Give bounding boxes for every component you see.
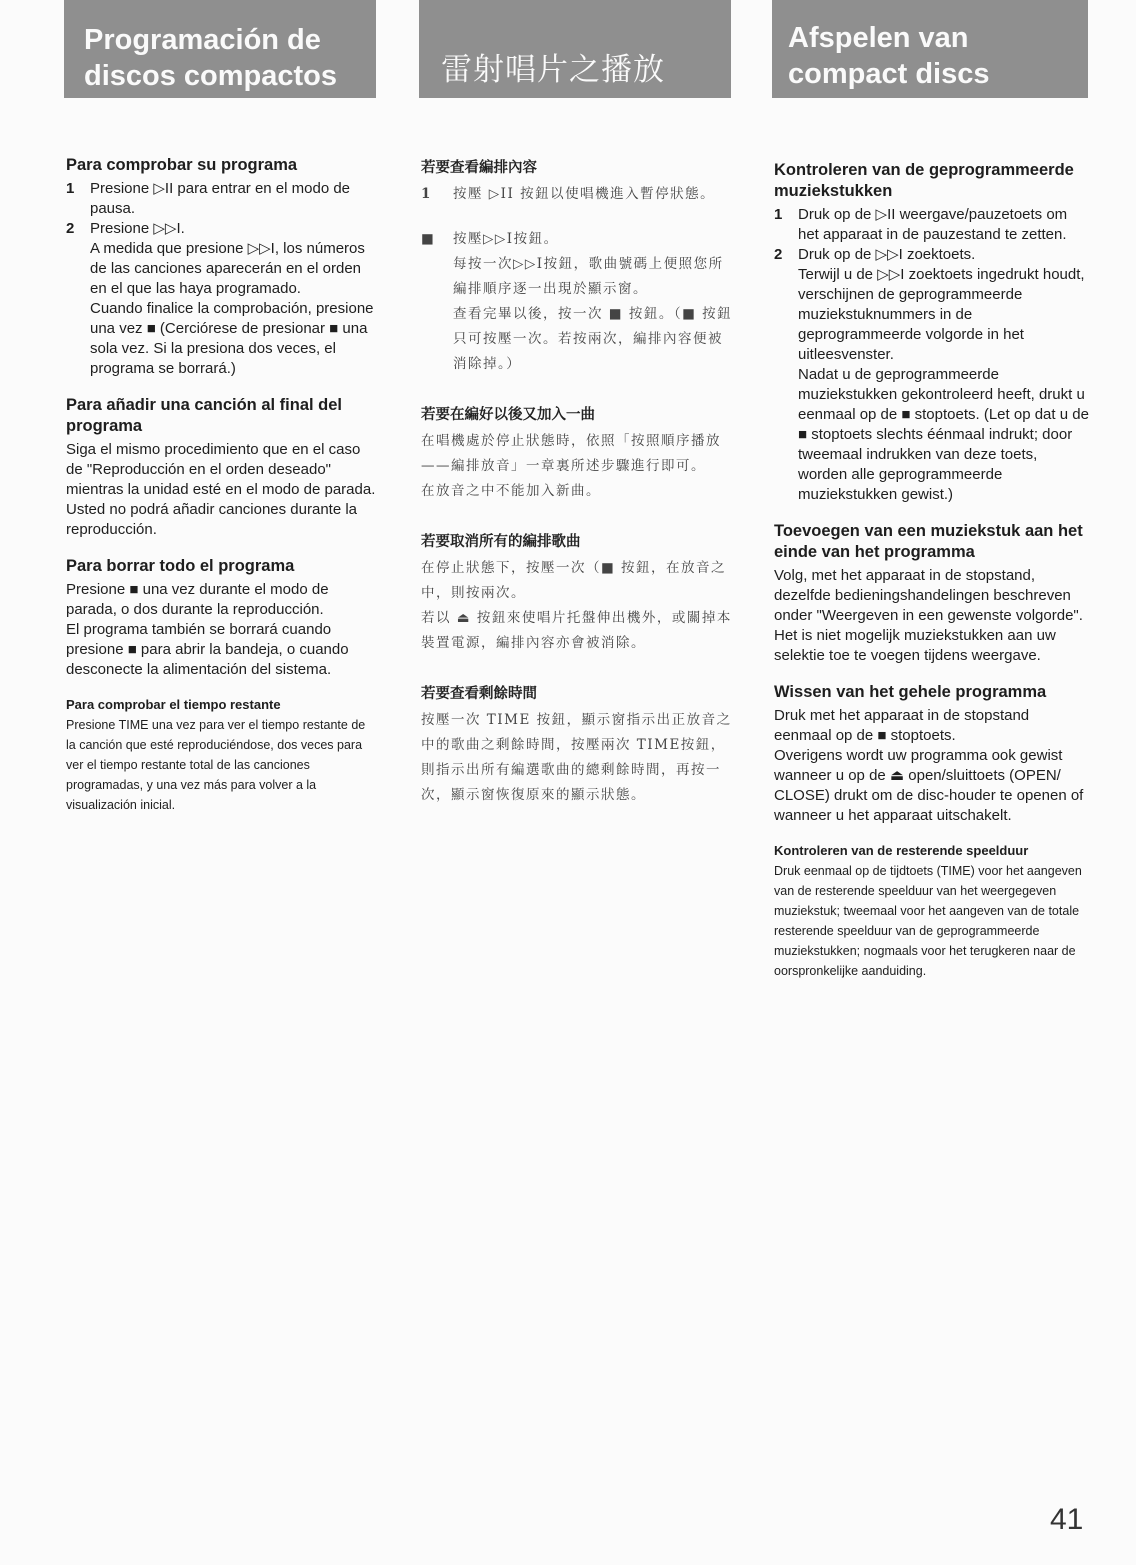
- small-text: Druk eenmaal op de tijdtoets (TIME) voor het aangeven van de resterende speelduur van het weergegeven muziekstuk; tweemaal voor het aangeven van de totale resterende speelduur van de geprogrammeerde muziekstukken; nogmaals voor het terugkeren naar de oorspronkelijke aanduiding.: [774, 864, 1082, 978]
- step-2: [66, 219, 378, 379]
- step-number: 1: [66, 180, 75, 197]
- step-text: 按壓▷▷I按鈕。: [453, 231, 559, 247]
- paragraph: 按壓一次 TIME 按鈕，顯示窗指示出正放音之中的歌曲之剩餘時間，按壓兩次 TIME按鈕，則指示出所有編選歌曲的總剩餘時間，再按一次，顯示窗恢復原來的顯示狀態。: [421, 712, 732, 803]
- section-heading: Para añadir una canción al final del programa: [66, 396, 343, 435]
- section-erase-program-nl: [774, 682, 1090, 826]
- small-section-remaining-time-es: [66, 696, 378, 815]
- step-detail: Nadat u de geprogrammeerde muziekstukken gekontroleerd heeft, drukt u eenmaal op de ■ stoptoets. (Let op dat u de ■ stoptoets slechts éénmaal indrukt; door tweemaal indrukken van deze toets, worden alle geprogrammeerde muziekstukken gewist.): [798, 366, 1089, 503]
- section-check-program-zh: [421, 158, 733, 377]
- small-text: Presione TIME una vez para ver el tiempo restante de la canción que esté reproduciéndose, dos veces para ver el tiempo restante total de las canciones programadas, y una vez más para volver a la visualización inicial.: [66, 718, 366, 812]
- spanish-body: [66, 155, 378, 815]
- step-1: [774, 205, 1090, 245]
- paragraph: Presione ■ una vez durante el modo de parada, o dos durante la reproducción.: [66, 581, 329, 618]
- step-bullet: ■: [421, 231, 436, 247]
- paragraph: El programa también se borrará cuando presione ■ para abrir la bandeja, o cuando desconecte la alimentación del sistema.: [66, 621, 349, 678]
- dutch-title-banner: [772, 0, 1088, 98]
- section-heading: 若要查看編排內容: [421, 160, 537, 176]
- step-detail: 每按一次▷▷I按鈕，歌曲號碼上便照您所編排順序逐一出現於顯示窗。: [453, 256, 724, 297]
- step-1: [421, 182, 733, 207]
- step-detail: A medida que presione ▷▷I, los números de las canciones aparecerán en el orden en el que las haya programado.: [90, 240, 365, 297]
- step-number: 2: [66, 220, 75, 237]
- spanish-title-line1: Programación de: [84, 24, 321, 56]
- section-check-program-es: [66, 155, 378, 379]
- section-heading: Kontroleren van de geprogrammeerde muziekstukken: [774, 161, 1074, 200]
- section-heading: Para borrar todo el programa: [66, 557, 295, 575]
- step-text: Druk op de ▷II weergave/pauzetoets om het apparaat in de pauzestand te zetten.: [798, 206, 1068, 243]
- step-text: 按壓 ▷II 按鈕以使唱機進入暫停狀態。: [453, 186, 716, 202]
- step-detail: 查看完畢以後，按一次 ■ 按鈕。（■ 按鈕只可按壓一次。若按兩次，編排內容便被消除掉。）: [453, 306, 733, 372]
- step-number: 1: [774, 206, 783, 223]
- paragraph: 在放音之中不能加入新曲。: [421, 483, 601, 499]
- dutch-column: [772, 0, 1089, 978]
- chinese-title: 雷射唱片之播放: [441, 52, 665, 88]
- paragraph: Usted no podrá añadir canciones durante la reproducción.: [66, 501, 358, 538]
- step-2: [774, 245, 1090, 505]
- section-add-song-zh: [421, 405, 733, 504]
- paragraph: 在唱機處於停止狀態時，依照「按照順序播放——編排放音」一章裏所述步驟進行即可。: [421, 433, 721, 474]
- chinese-body: [421, 158, 733, 836]
- paragraph: Siga el mismo procedimiento que en el caso de "Reproducción en el orden deseado" mientras la unidad esté en el modo de parada.: [66, 441, 376, 498]
- dutch-body: [774, 160, 1090, 981]
- spanish-column: [64, 0, 376, 812]
- section-heading: 若要取消所有的編排歌曲: [421, 534, 581, 550]
- step-detail: Terwijl u de ▷▷I zoektoets ingedrukt houdt, verschijnen de geprogrammeerde muziekstuknummers in de geprogrammeerde volgorde in het uitleesvenster.: [798, 266, 1085, 363]
- paragraph: Volg, met het apparaat in de stopstand, dezelfde bedieningshandelingen beschreven onder "Weergeven in een gewenste volgorde".: [774, 567, 1083, 624]
- section-heading: 若要查看剩餘時間: [421, 686, 537, 702]
- spanish-title-banner: [64, 0, 376, 98]
- paragraph: 若以 ⏏ 按鈕來使唱片托盤伸出機外，或關掉本裝置電源，編排內容亦會被消除。: [421, 610, 732, 651]
- section-check-program-nl: [774, 160, 1090, 505]
- step-1: [66, 179, 378, 219]
- paragraph: Druk met het apparaat in de stopstand eenmaal op de ■ stoptoets.: [774, 707, 1030, 744]
- step-text: Presione ▷▷I.: [90, 220, 185, 237]
- paragraph: Overigens wordt uw programma ook gewist wanneer u op de ⏏ open/sluittoets (OPEN/ CLOSE) drukt om de disc-houder te openen of wanneer u het apparaat uitschakelt.: [774, 747, 1084, 824]
- section-erase-program-es: [66, 556, 378, 680]
- step-number: 2: [774, 246, 783, 263]
- step-text: Presione ▷II para entrar en el modo de pausa.: [90, 180, 351, 217]
- step-text: Druk op de ▷▷I zoektoets.: [798, 246, 976, 263]
- dutch-title-line1: Afspelen van: [788, 22, 969, 54]
- step-2: [421, 227, 733, 377]
- section-remaining-time-zh: [421, 684, 733, 808]
- section-heading: Wissen van het gehele programma: [774, 683, 1047, 701]
- small-heading: Kontroleren van de resterende speelduur: [774, 843, 1029, 858]
- chinese-title-banner: [419, 0, 731, 98]
- step-number: 1: [421, 186, 432, 202]
- section-erase-program-zh: [421, 532, 733, 656]
- section-add-song-es: [66, 395, 378, 540]
- page-number: 41: [1050, 1503, 1084, 1536]
- step-detail: Cuando finalice la comprobación, presione una vez ■ (Cerciórese de presionar ■ una sola vez. Si la presiona dos veces, el programa se borrará.): [90, 300, 374, 377]
- paragraph: 在停止狀態下，按壓一次（■ 按鈕，在放音之中，則按兩次。: [421, 560, 727, 601]
- section-add-song-nl: [774, 521, 1090, 666]
- section-heading: 若要在編好以後又加入一曲: [421, 407, 595, 423]
- small-section-remaining-time-nl: [774, 842, 1090, 981]
- chinese-column: [419, 0, 733, 803]
- dutch-title-line2: compact discs: [788, 58, 990, 90]
- paragraph: Het is niet mogelijk muziekstukken aan uw selektie toe te voegen tijdens weergave.: [774, 627, 1056, 664]
- section-heading: Toevoegen van een muziekstuk aan het einde van het programma: [774, 522, 1083, 561]
- spanish-title-line2: discos compactos: [84, 60, 338, 92]
- section-heading: Para comprobar su programa: [66, 156, 298, 174]
- small-heading: Para comprobar el tiempo restante: [66, 697, 281, 712]
